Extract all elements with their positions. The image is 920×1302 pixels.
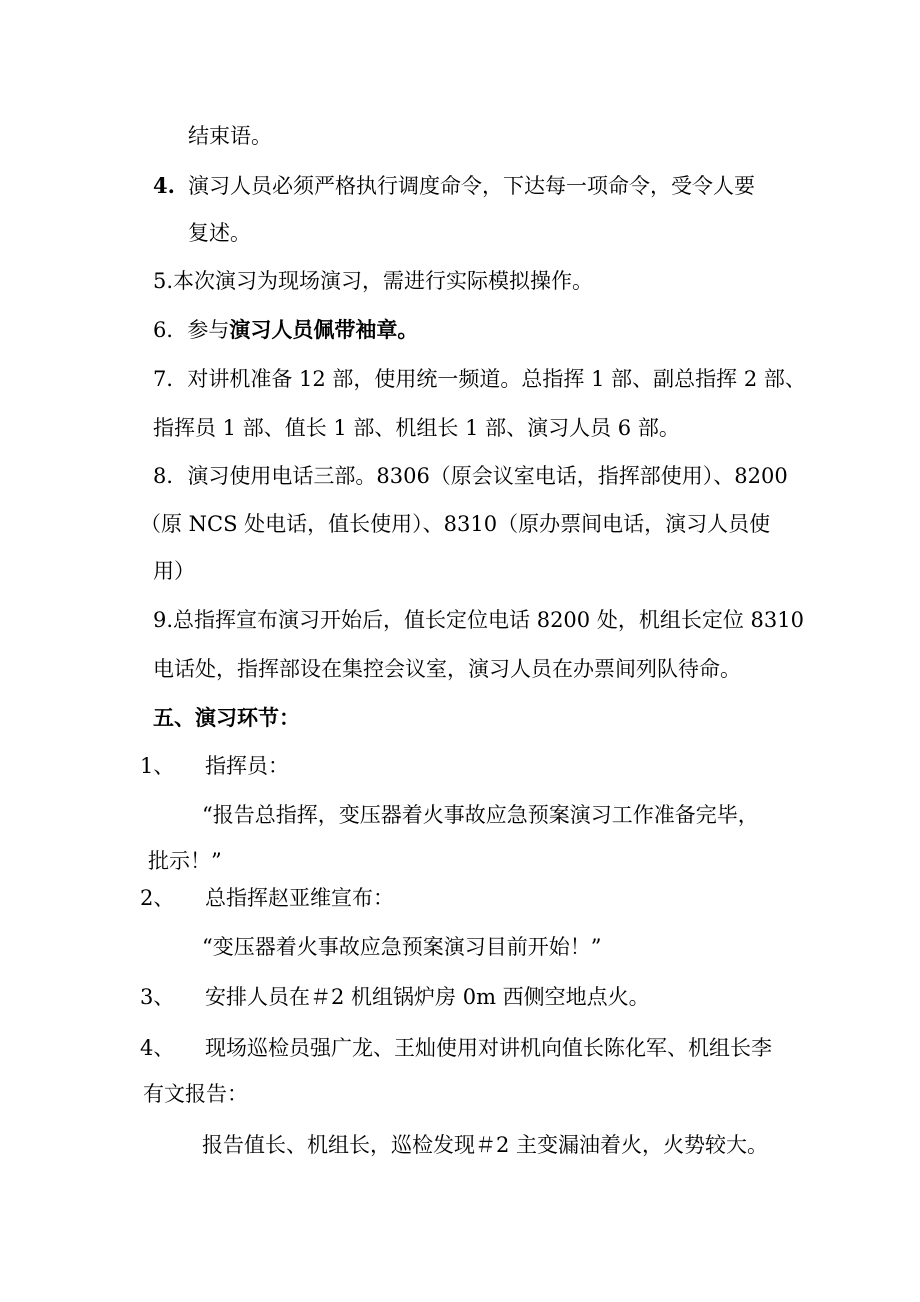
line-1: 结束语。 (188, 124, 272, 148)
line-7: 指挥员 1 部、值长 1 部、机组长 1 部、演习人员 6 部。 (153, 416, 680, 440)
line-6: 7．对讲机准备 12 部，使用统一频道。总指挥 1 部、副总指挥 2 部、 (153, 367, 806, 391)
line-11: 9.总指挥宣布演习开始后，值长定位电话 8200 处，机组长定位 8310 (153, 608, 804, 632)
line-9: （原 NCS 处电话，值长使用）、8310（原办票间电话，演习人员使 (140, 512, 771, 536)
line-2 (153, 172, 755, 200)
step-text-4: 现场巡检员强广龙、王灿使用对讲机向值长陈化军、机组长李 (205, 1036, 772, 1060)
line-15: “报告总指挥，变压器着火事故应急预案演习工作准备完毕， (202, 803, 759, 827)
step-text-3: 安排人员在＃2 机组锅炉房 0m 西侧空地点火。 (205, 985, 650, 1009)
item-text-4: 演习人员必须严格执行调度命令，下达每一项命令，受令人要 (188, 174, 755, 198)
line-21: 有文报告： (143, 1082, 248, 1106)
line-22: 报告值长、机组长，巡检发现＃2 主变漏油着火，火势较大。 (202, 1133, 769, 1157)
line-8: 8．演习使用电话三部。8306（原会议室电话，指挥部使用）、8200 (153, 464, 788, 488)
line-5-plain: 6．参与 (153, 318, 230, 342)
line-5-bold: 演习人员佩带袖章。 (229, 317, 419, 342)
line-18: “变压器着火事故应急预案演习目前开始！” (202, 935, 602, 959)
item-number-4: 4. (153, 173, 175, 198)
line-20 (140, 1034, 772, 1062)
line-14 (140, 752, 289, 780)
step-number-1: 1、 (140, 754, 175, 778)
step-number-3: 3、 (140, 985, 175, 1009)
step-number-4: 4、 (140, 1036, 175, 1060)
line-10: 用） (153, 559, 195, 583)
line-4: 5.本次演习为现场演习，需进行实际模拟操作。 (153, 269, 594, 293)
step-text-2: 总指挥赵亚维宣布： (205, 886, 394, 910)
line-16: 批示！” (148, 849, 222, 873)
section-heading: 五、演习环节： (153, 705, 300, 730)
line-12: 电话处，指挥部设在集控会议室，演习人员在办票间列队待命。 (153, 657, 741, 681)
line-17 (140, 884, 394, 912)
line-5 (153, 316, 418, 344)
line-19 (140, 983, 650, 1011)
step-number-2: 2、 (140, 886, 175, 910)
step-text-1: 指挥员： (205, 754, 289, 778)
line-3: 复述。 (188, 221, 251, 245)
